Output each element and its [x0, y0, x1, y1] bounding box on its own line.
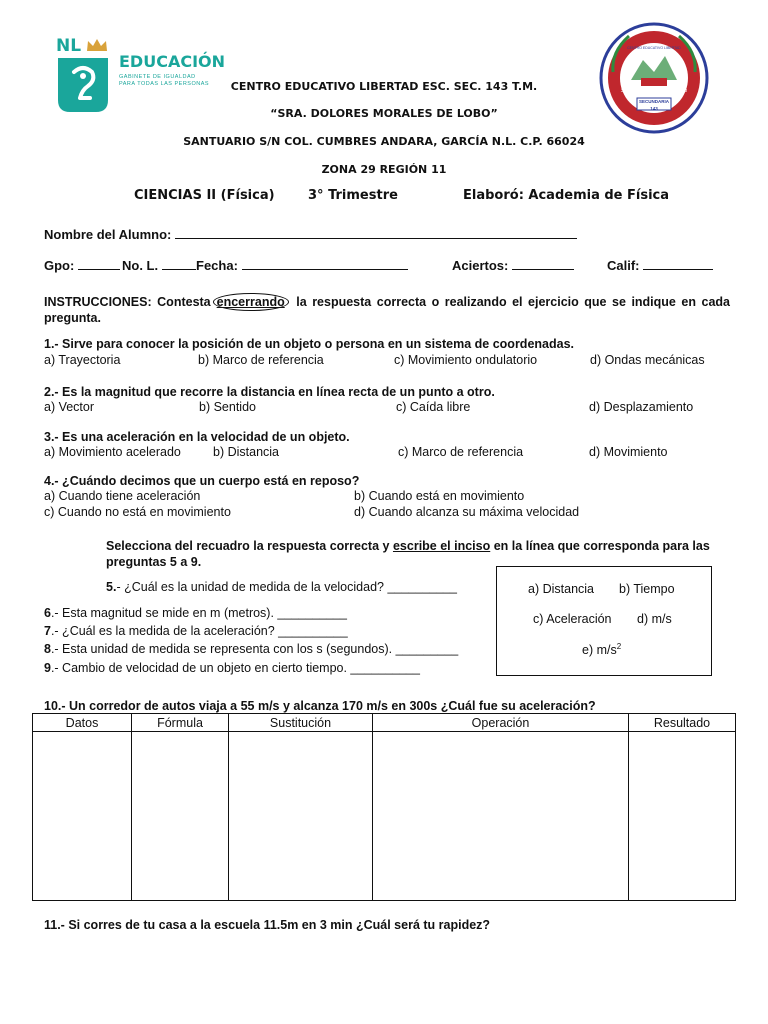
q3-option-d[interactable]: d) Movimiento	[589, 445, 668, 459]
date-field[interactable]	[196, 257, 408, 273]
grade-label: Calif:	[607, 258, 640, 273]
q9-text: .- Cambio de velocidad de un objeto en cierto tiempo. __________	[50, 661, 420, 675]
q10-work-table	[32, 713, 736, 901]
q1-option-a[interactable]: a) Trayectoria	[44, 353, 121, 367]
box-option-e	[582, 642, 621, 657]
q1-option-c[interactable]: c) Movimiento ondulatorio	[394, 353, 538, 367]
q2-option-a[interactable]: a) Vector	[44, 400, 95, 414]
question-11: 11.- Si corres de tu casa a la escuela 11.5m en 3 min ¿Cuál será tu rapidez?	[44, 918, 491, 932]
student-name-label: Nombre del Alumno:	[44, 227, 172, 242]
q3-option-c[interactable]: c) Marco de referencia	[398, 445, 524, 459]
q6-text: .- Esta magnitud se mide en m (metros). __________	[50, 606, 347, 620]
select-intro-underlined: escribe el inciso	[392, 539, 491, 553]
q10-text: .- Un corredor de autos viaja a 55 m/s y alcanza 170 m/s en 300s ¿Cuál fue su aceleración?	[57, 699, 596, 713]
q3-option-a[interactable]: a) Movimiento acelerado	[44, 445, 181, 459]
cell-sustitucion[interactable]	[229, 732, 373, 901]
list-number-line[interactable]	[162, 257, 196, 270]
question-3: 3.- Es una aceleración en la velocidad de un objeto.	[44, 430, 350, 444]
logo-tagline-2: PARA TODAS LAS PERSONAS	[119, 81, 210, 87]
date-line[interactable]	[242, 257, 408, 270]
q2-option-c[interactable]: c) Caída libre	[396, 400, 471, 414]
q5-number: 5.	[106, 580, 117, 594]
q8-text: .- Esta unidad de medida se representa con los s (segundos). _________	[50, 642, 459, 656]
instructions	[44, 294, 730, 326]
select-intro-a: Selecciona del recuadro la respuesta correcta y	[106, 539, 390, 553]
col-sustitucion: Sustitución	[229, 714, 373, 732]
box-option-e-text: e) m/s	[582, 643, 617, 658]
box-option-b: b) Tiempo	[619, 582, 675, 596]
seal-number: 143	[650, 106, 658, 111]
school-name: CENTRO EDUCATIVO LIBERTAD ESC. SEC. 143 T.M.	[230, 80, 538, 93]
group-line[interactable]	[78, 257, 120, 270]
q3-option-b[interactable]: b) Distancia	[213, 445, 279, 459]
question-2: 2.- Es la magnitud que recorre la distancia en línea recta de un punto a otro.	[44, 385, 495, 399]
question-1: 1.- Sirve para conocer la posición de un objeto o persona en un sistema de coordenadas.	[44, 337, 574, 351]
q1-option-b[interactable]: b) Marco de referencia	[198, 353, 324, 367]
list-number-label: No. L.	[122, 258, 159, 273]
q5-text: - ¿Cuál es la unidad de medida de la velocidad? __________	[116, 580, 457, 594]
student-name-field[interactable]	[44, 226, 577, 242]
question-8[interactable]	[44, 642, 458, 656]
student-name-line[interactable]	[175, 226, 577, 239]
q6-number: 6	[44, 606, 51, 620]
hits-line[interactable]	[512, 257, 574, 270]
q4-option-c[interactable]: c) Cuando no está en movimiento	[44, 505, 231, 519]
answer-box	[496, 566, 712, 676]
instructions-suffix: la respuesta correcta o realizando el ejercicio que se indique en cada pregunta.	[44, 295, 730, 325]
col-operacion: Operación	[373, 714, 629, 732]
school-address: SANTUARIO S/N COL. CUMBRES ANDARA, GARCÍA N.L. C.P. 66024	[183, 135, 585, 148]
grade-line[interactable]	[643, 257, 713, 270]
select-intro-b: en la línea que corresponda para las preguntas 5 a 9.	[106, 539, 710, 569]
q4-option-d[interactable]: d) Cuando alcanza su máxima velocidad	[354, 505, 580, 519]
term-label: 3° Trimestre	[308, 188, 398, 203]
q4-option-b[interactable]: b) Cuando está en movimiento	[354, 489, 525, 503]
question-6[interactable]	[44, 606, 347, 620]
q10-number: 10	[44, 699, 58, 713]
table-row	[33, 732, 736, 901]
col-resultado: Resultado	[629, 714, 736, 732]
logo-tagline-1: GABINETE DE IGUALDAD	[119, 74, 196, 80]
q1-option-d[interactable]: d) Ondas mecánicas	[590, 353, 705, 367]
cell-operacion[interactable]	[373, 732, 629, 901]
list-number-field[interactable]	[122, 257, 196, 273]
q4-option-a[interactable]: a) Cuando tiene aceleración	[44, 489, 201, 503]
q7-number: 7	[44, 624, 51, 638]
seal-top-text: CENTRO EDUCATIVO LIBERTAD	[627, 46, 681, 50]
q9-number: 9	[44, 661, 51, 675]
question-4: 4.- ¿Cuándo decimos que un cuerpo está en reposo?	[44, 474, 360, 488]
q7-text: .- ¿Cuál es la medida de la aceleración? __________	[50, 624, 348, 638]
box-option-e-exponent: 2	[616, 642, 622, 651]
logo-educacion-text: EDUCACIÓN	[119, 52, 226, 71]
cell-datos[interactable]	[33, 732, 132, 901]
question-9[interactable]	[44, 661, 420, 675]
school-dedication: “SRA. DOLORES MORALES DE LOBO”	[270, 107, 498, 120]
table-header-row	[33, 714, 736, 732]
seal-middle-text: Sra. Dolores Morales de Lobo	[620, 88, 688, 94]
box-option-a: a) Distancia	[528, 582, 594, 596]
instructions-circled-word: encerrando	[213, 293, 289, 311]
q2-option-d[interactable]: d) Desplazamiento	[589, 400, 694, 414]
box-option-d: d) m/s	[637, 612, 672, 626]
nl-educacion-logo	[56, 36, 226, 116]
instructions-prefix: INSTRUCCIONES: Contesta	[44, 295, 211, 309]
group-field[interactable]	[44, 257, 120, 273]
author-label: Elaboró: Academia de Física	[463, 188, 670, 203]
hits-label: Aciertos:	[452, 258, 509, 273]
crown-icon	[86, 38, 108, 52]
col-formula: Fórmula	[132, 714, 229, 732]
question-10	[44, 699, 596, 713]
q2-option-b[interactable]: b) Sentido	[199, 400, 256, 414]
question-5[interactable]	[106, 580, 457, 594]
seal-school-type: SECUNDARIA	[638, 99, 669, 104]
subject-label: CIENCIAS II (Física)	[134, 188, 275, 203]
group-label: Gpo:	[44, 258, 75, 273]
col-datos: Datos	[33, 714, 132, 732]
date-label: Fecha:	[196, 258, 238, 273]
q8-number: 8	[44, 642, 51, 656]
cell-formula[interactable]	[132, 732, 229, 901]
hits-field[interactable]	[452, 257, 574, 273]
question-7[interactable]	[44, 624, 348, 638]
logo-nl-text: NL	[56, 36, 82, 56]
box-option-c: c) Aceleración	[533, 612, 612, 626]
school-zone: ZONA 29 REGIÓN 11	[321, 163, 447, 176]
grade-field[interactable]	[607, 257, 713, 273]
cell-resultado[interactable]	[629, 732, 736, 901]
